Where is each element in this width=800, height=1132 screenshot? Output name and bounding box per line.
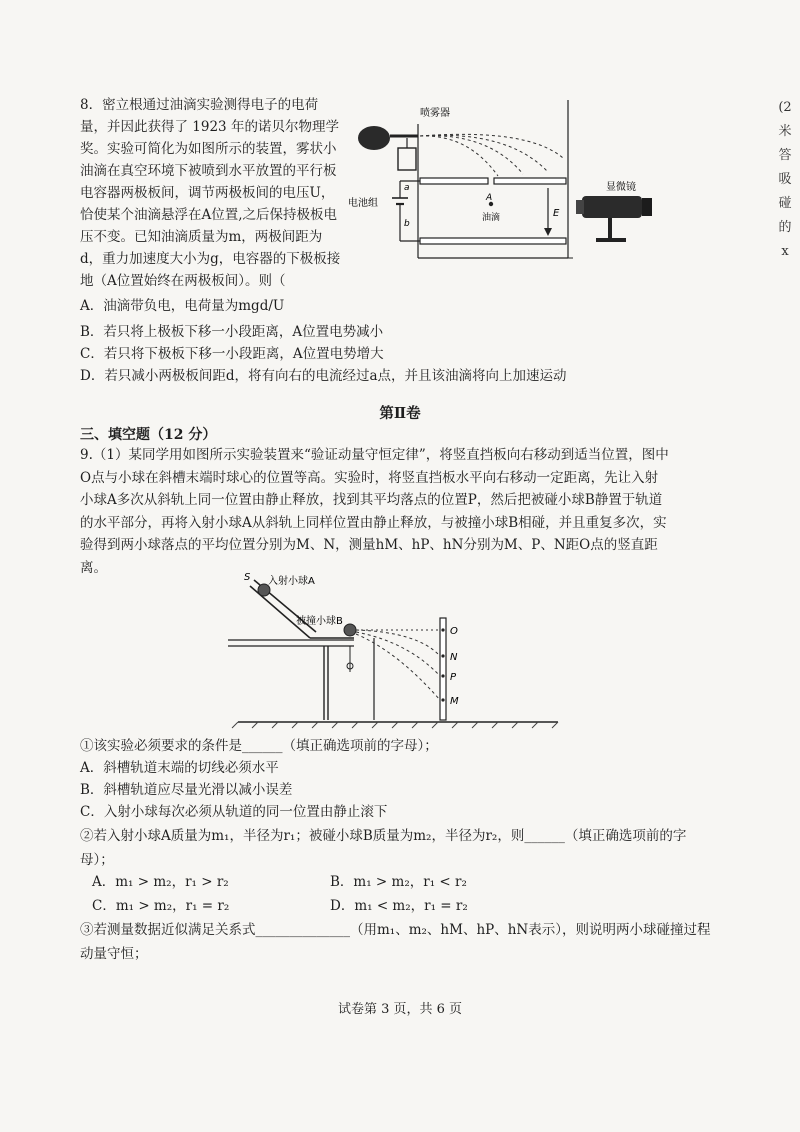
label-P: P	[450, 672, 457, 683]
sprayer-bulb	[358, 126, 390, 150]
label-S: S	[244, 572, 251, 583]
sprayer-label: 喷雾器	[420, 108, 450, 119]
page-footer: 试卷第 3 页，共 6 页	[337, 1002, 463, 1017]
ball-B	[344, 624, 356, 636]
point-b-label: b	[404, 219, 410, 229]
q9-sub2-option-b: B．m₁ > m₂，r₁ < r₂	[330, 874, 467, 890]
q8-option-c: C．若只将下极板下移一小段距离，A位置电势增大	[80, 346, 384, 362]
q8-option-b: B．若只将上极板下移一小段距离，A位置电势减小	[80, 324, 384, 340]
q8-option-d: D．若只减小两极板间距d，将有向右的电流经过a点，并且该油滴将向上加速运动	[80, 368, 567, 384]
point-a-label: a	[404, 183, 410, 193]
lower-plate	[420, 238, 566, 244]
q8-option-a: A．油滴带负电，电荷量为mgd/U	[80, 298, 285, 314]
q9-sub2-option-d: D．m₁ < m₂，r₁ = r₂	[330, 898, 468, 914]
oil-drop-figure	[348, 98, 660, 270]
microscope-label: 显微镜	[606, 182, 636, 193]
label-ball-B: 被撞小球B	[296, 616, 343, 627]
q9-sub1-option-c: C．入射小球每次必须从轨道的同一位置由静止滚下	[80, 804, 388, 820]
question-9-stem: 9.（1）某同学用如图所示实验装置来“验证动量守恒定律”，将竖直挡板向右移动到适当位置，图中O点与小球在斜槽末端时球心的位置等高。实验时，将竖直挡板水平向右移动一定距离，先让入射小球A多次从斜轨上同一位置由静止释放，找到其平均落点的位置P，然后把被碰小球B静置于轨道的水平部分，再将入射小球A从斜轨上同样位置由静止释放，与被撞小球B相碰，并且重复多次，实验得到两小球落点的平均位置分别为M、N，测量hM、hP、hN分别为M、P、N距O点的竖直距离。	[80, 447, 669, 576]
q9-sub1: ①该实验必须要求的条件是______（填正确选项前的字母）；	[80, 738, 438, 754]
q9-sub1-option-a: A．斜槽轨道末端的切线必须水平	[80, 760, 279, 776]
q9-sub2: ②若入射小球A质量为m₁，半径为r₁；被碰小球B质量为m₂，半径为r₂，则______（填正确选项前的字母）；	[80, 828, 687, 868]
right-edge-text: (2 米 答 吸 碰 的 x	[778, 100, 792, 259]
section-title: 第Ⅱ卷	[379, 405, 421, 422]
field-E-label: E	[553, 208, 560, 219]
upper-plate-right	[494, 178, 566, 184]
label-N: N	[450, 652, 458, 663]
battery-label: 电池组	[348, 198, 378, 209]
droplet-label: 油滴	[482, 213, 501, 223]
sprayer-bottle	[398, 148, 416, 170]
microscope-tube	[582, 196, 642, 218]
label-ball-A: 入射小球A	[268, 576, 315, 587]
momentum-figure	[228, 572, 568, 732]
label-M: M	[450, 696, 459, 707]
label-O: O	[450, 626, 458, 637]
point-A-label: A	[486, 193, 493, 203]
upper-plate-left	[420, 178, 488, 184]
vertical-board	[440, 618, 446, 720]
q9-sub3: ③若测量数据近似满足关系式______________（用m₁、m₂、hM、hP、hN表示），则说明两小球碰撞过程动量守恒；	[80, 922, 711, 962]
q9-sub2-option-a: A．m₁ > m₂，r₁ > r₂	[92, 874, 229, 890]
q9-sub1-option-b: B．斜槽轨道应尽量光滑以减小误差	[80, 782, 293, 798]
q9-sub2-option-c: C．m₁ > m₂，r₁ = r₂	[92, 898, 230, 914]
question-8-stem: 8．密立根通过油滴实验测得电子的电荷量，并因此获得了 1923 年的诺贝尔物理学奖。实验可简化为如图所示的装置，雾状小油滴在真空环境下被喷到水平放置的平行板电容器两极板间，调节两极板间的电压U，恰使某个油滴悬浮在A位置,之后保持极板电压不变。已知油滴质量为m，两极间距为d，重力加速度大小为g，电容器的下极板接地（A位置始终在两极板间）。则（	[80, 97, 341, 289]
section-heading: 三、填空题（12 分）	[80, 427, 217, 443]
